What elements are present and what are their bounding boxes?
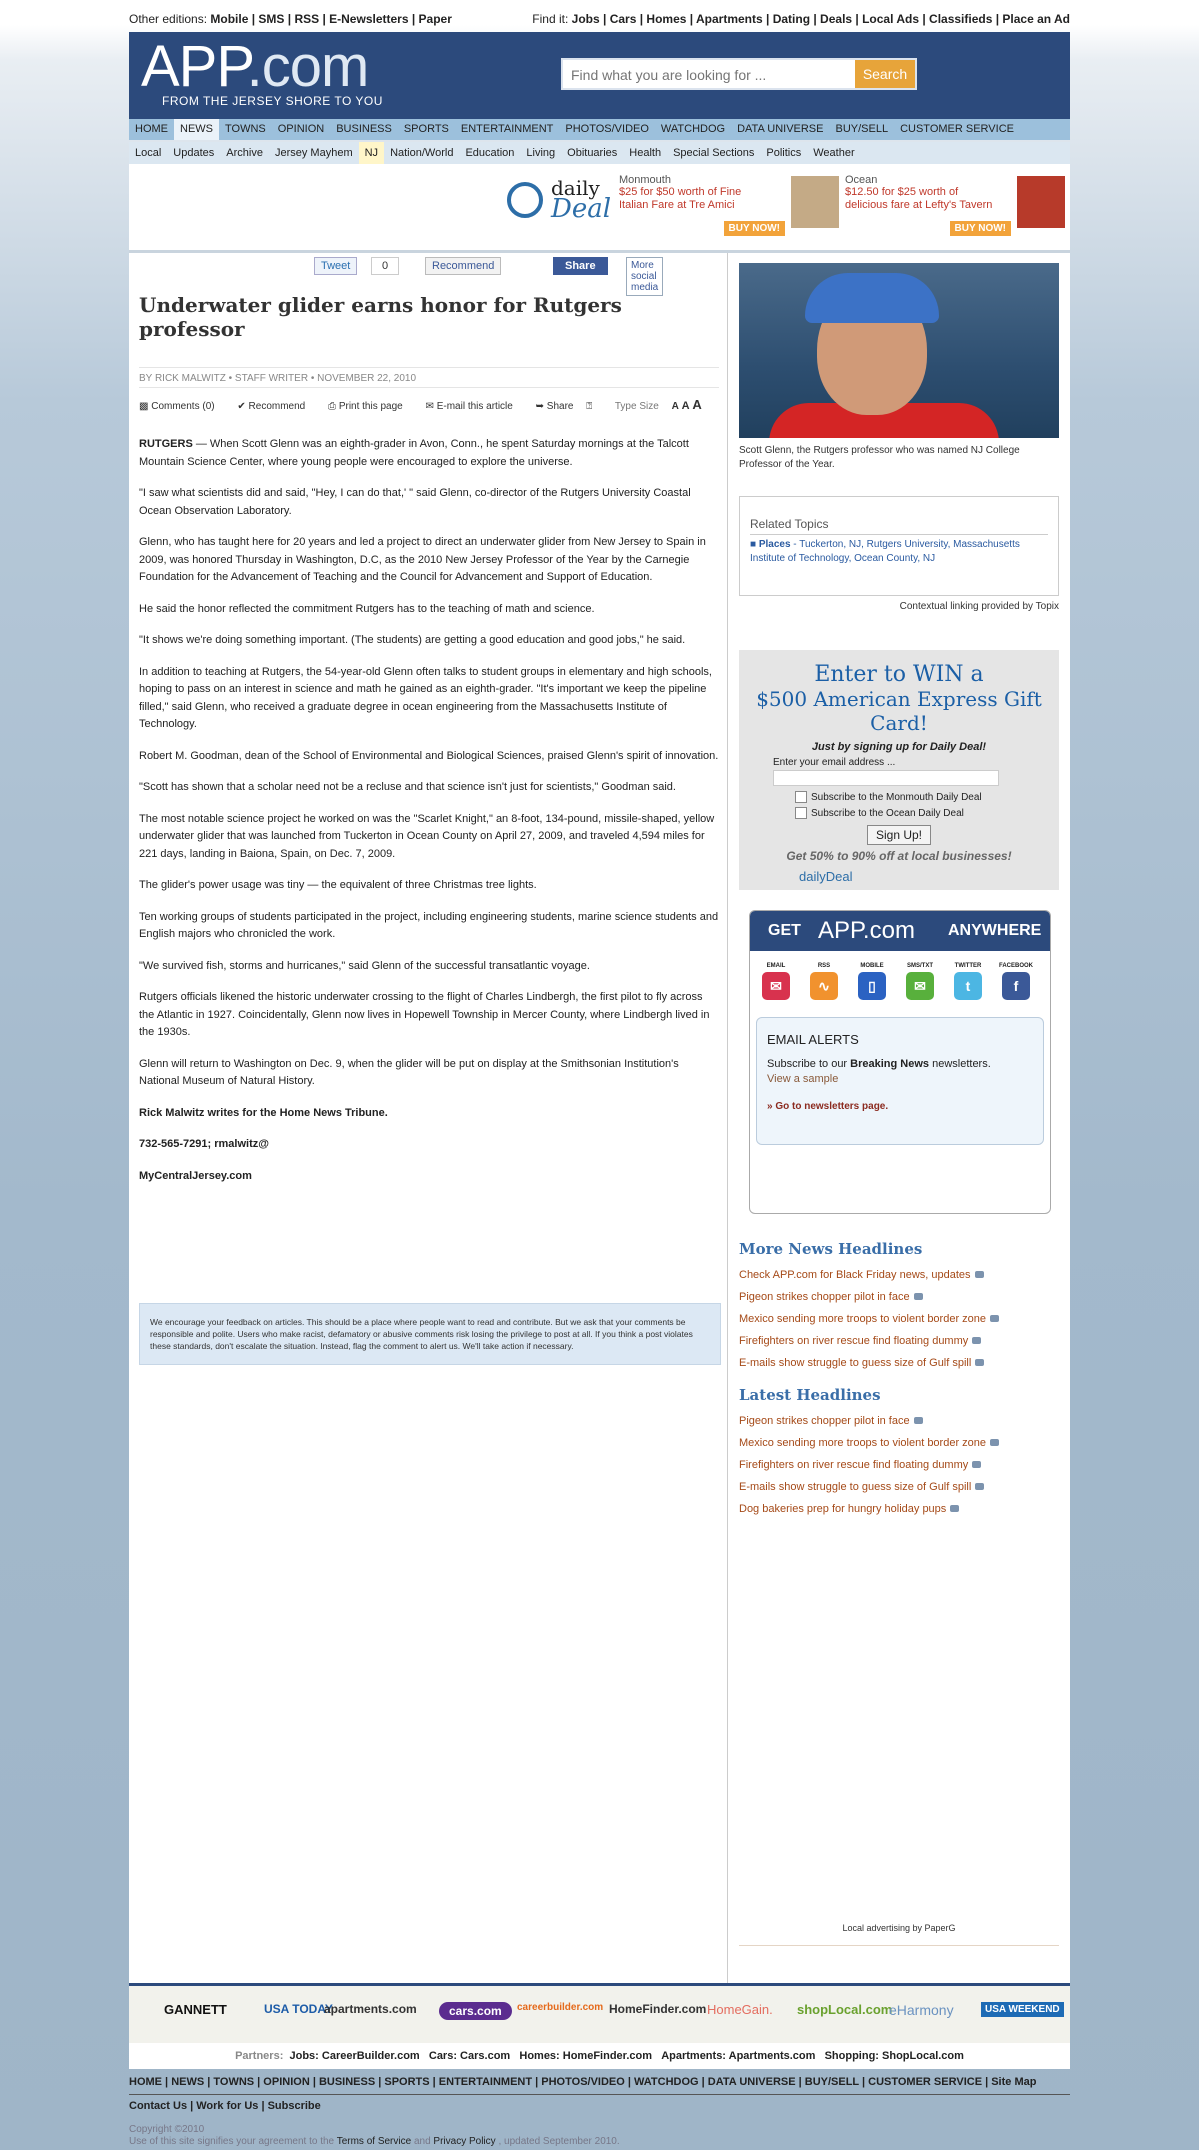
lead-text: — When Scott Glenn was an eighth-grader in Avon, Conn., he spent Saturday mornings at the Talcott Mountain Science Center, where young people were encouraged to explore the universe.	[139, 438, 689, 468]
headline-text: Pigeon strikes chopper pilot in face	[739, 1415, 910, 1427]
buy-now-button[interactable]: BUY NOW!	[950, 221, 1011, 236]
author-note: Rick Malwitz writes for the Home News Tribune.	[139, 1106, 388, 1119]
rss-icon: ∿	[810, 972, 838, 1000]
privacy-policy-link[interactable]: Privacy Policy	[433, 2136, 496, 2147]
latest-headlines-title: Latest Headlines	[739, 1386, 881, 1404]
tweet-count: 0	[371, 257, 399, 275]
deal-location: Monmouth	[619, 174, 671, 186]
share-link[interactable]: ➥ Share ⍰	[535, 401, 593, 412]
type-size-small[interactable]: A	[671, 401, 679, 412]
partner-shopping[interactable]: Shopping: ShopLocal.com	[824, 2050, 964, 2062]
photo-caption: Scott Glenn, the Rutgers professor who was named NJ College Professor of the Year.	[739, 445, 1020, 470]
nav-customer-service[interactable]: CUSTOMER SERVICE	[900, 123, 1014, 135]
subnav-special-sections[interactable]: Special Sections	[673, 147, 755, 159]
promo-prize: $500 American Express Gift Card!	[756, 687, 1042, 735]
article-paragraph: Ten working groups of students participated in the project, including engineering students, marine science students and English majors who chronicled the work.	[139, 910, 719, 940]
article-paragraph: "It shows we're doing something important. (The students) are getting a good education and good jobs," he said.	[139, 634, 686, 646]
secondary-nav	[129, 142, 1070, 164]
subnav-education[interactable]: Education	[465, 147, 515, 159]
headline-text: Dog bakeries prep for hungry holiday pups	[739, 1503, 947, 1515]
subscribe-ocean-checkbox[interactable]	[795, 806, 1059, 822]
widget-get: GET	[768, 922, 801, 939]
deal-food-image	[791, 176, 839, 228]
article-lead	[139, 436, 719, 471]
nav-home[interactable]: HOME	[135, 123, 168, 135]
deal-location: Ocean	[845, 174, 878, 186]
author-contact: 732-565-7291; rmalwitz@	[139, 1138, 269, 1150]
facebook-recommend-button[interactable]: Recommend	[425, 257, 501, 275]
daily-deal-logo-daily: daily	[551, 176, 600, 200]
comment-icon	[990, 1315, 999, 1322]
nav-data-universe[interactable]: DATA UNIVERSE	[737, 123, 824, 135]
checkbox-icon[interactable]	[795, 807, 807, 819]
widget-header	[750, 911, 1050, 951]
newsletters-page-link[interactable]: » Go to newsletters page.	[767, 1101, 889, 1112]
footer-nav[interactable]: HOME | NEWS | TOWNS | OPINION | BUSINESS | SPORTS | ENTERTAINMENT | PHOTOS/VIDEO | WATCHDOG | DATA UNIVERSE | BUY/SELL | CUSTOMER SERVICE | Site Map	[129, 2072, 1070, 2095]
headline-link[interactable]	[739, 1352, 1059, 1374]
share-label: Share	[546, 401, 574, 412]
sign-up-button[interactable]: Sign Up!	[867, 825, 931, 845]
search-button[interactable]: Search	[855, 60, 915, 88]
channel-icons	[756, 963, 1046, 1005]
daily-deal-circle-icon	[507, 182, 543, 218]
subnav-nj[interactable]: NJ	[359, 142, 384, 164]
more-news-headlines	[739, 1240, 1059, 1520]
comment-icon	[914, 1417, 923, 1424]
headline-link[interactable]	[739, 1308, 1059, 1330]
more-social-media-button[interactable]: More social media	[626, 257, 663, 296]
article-paragraph: He said the honor reflected the commitment Rutgers has to the teaching of math and science.	[139, 602, 595, 615]
email-tab[interactable]	[756, 963, 796, 1000]
checkbox-label: Subscribe to the Monmouth Daily Deal	[811, 792, 982, 803]
type-size-medium[interactable]: A	[681, 400, 690, 412]
email-alerts-text	[767, 1057, 1033, 1072]
promo-daily-deal-logo: dailyDeal	[799, 869, 853, 884]
alerts-text-post: newsletters.	[929, 1058, 991, 1070]
headline-link[interactable]	[739, 1432, 1059, 1454]
comment-icon	[950, 1505, 959, 1512]
comment-icon	[975, 1271, 984, 1278]
type-size-control	[614, 397, 702, 412]
comments-label: Comments (0)	[151, 401, 215, 412]
subnav-jersey-mayhem[interactable]: Jersey Mayhem	[274, 147, 353, 159]
copyright-line: Copyright ©2010	[129, 2124, 205, 2135]
nav-business[interactable]: BUSINESS	[336, 123, 392, 135]
main-content	[129, 253, 1070, 1983]
promo-headline: Enter to WIN a	[814, 662, 984, 687]
article-photo[interactable]	[739, 263, 1059, 438]
headline-text: Firefighters on river rescue find floating dummy	[739, 1335, 969, 1347]
editions-list[interactable]: Mobile | SMS | RSS | E-Newsletters | Paper	[210, 12, 452, 26]
footer-nav-secondary[interactable]: Contact Us | Work for Us | Subscribe	[129, 2100, 321, 2112]
terms-prefix: Use of this site signifies your agreement to the	[129, 2136, 337, 2147]
author-site: MyCentralJersey.com	[139, 1169, 252, 1182]
top-utility-bar	[129, 0, 1070, 32]
print-link[interactable]: ⎙ Print this page	[328, 401, 403, 412]
nav-news[interactable]: NEWS	[174, 119, 219, 140]
comment-icon	[972, 1337, 981, 1344]
related-topics-title: Related Topics	[750, 517, 1048, 535]
column-divider	[727, 253, 728, 1983]
nav-towns[interactable]: TOWNS	[225, 123, 266, 135]
help-icon: ⍰	[586, 401, 593, 412]
type-size-label: Type Size	[614, 401, 659, 412]
related-places-label: Places	[758, 539, 791, 550]
article-paragraph: In addition to teaching at Rutgers, the 54-year-old Glenn often talks to student groups in elementary and high schools, hoping to pass on an interest in science and math he gained as an eighth-grader. "It's important we keep the pipeline filled," said Glenn, who received a graduate degree in ocean engineering from the Massachusetts Institute of Technology.	[139, 665, 712, 730]
related-places-links[interactable]: - Tuckerton, NJ, Rutgers University, Massachusetts Institute of Technology, Ocean County, NJ	[750, 539, 1020, 564]
shoplocal-logo[interactable]: shopLocal.com	[797, 2002, 893, 2017]
partners-label: Partners:	[235, 2050, 284, 2062]
eharmony-logo[interactable]: eHarmony	[889, 2002, 954, 2018]
subnav-obituaries[interactable]: Obituaries	[567, 147, 618, 159]
headline-link[interactable]	[739, 1264, 1059, 1286]
email-alerts-panel	[756, 1017, 1044, 1145]
daily-deal-bar	[129, 164, 1070, 253]
cars-logo[interactable]: cars.com	[439, 2002, 512, 2020]
sms-tab-label: SMS/TXT	[906, 963, 933, 969]
mobile-tab[interactable]	[852, 963, 892, 1000]
article-paragraph: "We survived fish, storms and hurricanes," said Glenn of the successful transatlantic voyage.	[139, 959, 590, 972]
get-app-anywhere-widget	[749, 910, 1051, 1214]
comment-icon	[972, 1461, 981, 1468]
twitter-tab-label: TWITTER	[954, 963, 982, 969]
careerbuilder-logo[interactable]: careerbuilder.com	[517, 2002, 604, 2013]
headline-text: Mexico sending more troops to violent border zone	[739, 1313, 987, 1325]
subnav-health[interactable]: Health	[629, 147, 662, 159]
editions-label: Other editions:	[129, 12, 208, 26]
type-size-large[interactable]: A	[692, 397, 702, 412]
alerts-text-pre: Subscribe to our	[767, 1058, 851, 1070]
deal-food-image	[1017, 176, 1065, 228]
article-title: Underwater glider earns honor for Rutgers professor	[139, 293, 622, 341]
usa-weekend-logo[interactable]: USA WEEKEND	[981, 2002, 1064, 2017]
nav-opinion[interactable]: OPINION	[277, 123, 325, 135]
article-paragraph: The most notable science project he worked on was the "Scarlet Knight," an 8-foot, 134-pound, missile-shaped, yellow underwater glider that was launched from Tuckerton in Ocean County on April 27, 2009, and traveled 4,594 miles for 221 days, landing in Baiona, Spain, on Dec. 7, 2009.	[139, 812, 715, 860]
comment-icon	[975, 1483, 984, 1490]
headline-text: Firefighters on river rescue find floating dummy	[739, 1459, 969, 1471]
headline-text: Mexico sending more troops to violent border zone	[739, 1437, 987, 1449]
article-paragraph: The glider's power usage was tiny — the equivalent of three Christmas tree lights.	[139, 879, 537, 891]
search-box	[561, 58, 917, 90]
recommend-link[interactable]: ✔ Recommend	[237, 401, 306, 412]
partner-logos	[129, 1983, 1070, 2046]
terms-updated: , updated September 2010.	[495, 2136, 620, 2147]
headline-text: Check APP.com for Black Friday news, updates	[739, 1269, 971, 1281]
findit-list[interactable]: Jobs | Cars | Homes | Apartments | Dating | Deals | Local Ads | Classifieds | Place an Ad	[571, 12, 1070, 26]
nav-entertainment[interactable]: ENTERTAINMENT	[460, 123, 554, 135]
dateline: RUTGERS	[139, 438, 193, 450]
promo-email-input[interactable]	[773, 770, 999, 786]
site-header	[129, 32, 1070, 119]
tagline: FROM THE JERSEY SHORE TO YOU	[162, 94, 383, 108]
article-tools	[139, 397, 719, 412]
right-sidebar	[739, 263, 1059, 1933]
tweet-button[interactable]: Tweet	[314, 257, 357, 275]
widget-app: APP.com	[818, 917, 915, 944]
deal-text[interactable]: $12.50 for $25 worth of delicious fare at Lefty's Tavern	[845, 186, 993, 211]
comment-icon	[975, 1359, 984, 1366]
sms-icon: ✉	[906, 972, 934, 1000]
nav-buy-sell[interactable]: BUY/SELL	[835, 123, 889, 135]
findit-label: Find it:	[532, 12, 569, 26]
widget-anywhere: ANYWHERE	[948, 922, 1042, 939]
subnav-politics[interactable]: Politics	[766, 147, 802, 159]
logo-text: APP	[141, 34, 247, 99]
site-logo[interactable]	[141, 36, 368, 98]
nav-watchdog[interactable]: WATCHDOG	[660, 123, 726, 135]
checkbox-icon[interactable]	[795, 791, 807, 803]
homegain-logo[interactable]: HomeGain.	[707, 2002, 773, 2017]
nav-photos-video[interactable]: PHOTOS/VIDEO	[565, 123, 649, 135]
checkbox-label: Subscribe to the Ocean Daily Deal	[811, 808, 964, 819]
promo-tagline: Get 50% to 90% off at local businesses!	[786, 849, 1012, 863]
facebook-icon: f	[1002, 972, 1030, 1000]
subnav-living[interactable]: Living	[526, 147, 556, 159]
sms-tab[interactable]	[900, 963, 940, 1000]
article-paragraph: Rutgers officials likened the historic underwater crossing to the flight of Charles Lindbergh, the first pilot to fly across the Atlantic in 1927. Coincidentally, Glenn now lives in Hopewell Township in Mercer County, where Lindbergh lived in the 1930s.	[139, 991, 710, 1038]
deal-monmouth[interactable]	[619, 174, 839, 236]
share-button[interactable]: Share	[553, 257, 608, 275]
subnav-archive[interactable]: Archive	[226, 147, 263, 159]
email-alerts-title: EMAIL ALERTS	[767, 1032, 859, 1047]
email-label: E-mail this article	[436, 401, 513, 412]
rss-tab-label: RSS	[817, 963, 831, 969]
subscribe-monmouth-checkbox[interactable]	[795, 790, 1059, 806]
article-paragraph: "I saw what scientists did and said, "Hey, I can do that,' " said Glenn, co-director of the Rutgers University Coastal Ocean Observation Laboratory.	[139, 487, 691, 517]
partner-apartments[interactable]: Apartments: Apartments.com	[661, 2050, 816, 2062]
facebook-tab-label: FACEBOOK	[998, 963, 1033, 969]
twitter-tab[interactable]	[948, 963, 988, 1000]
byline: BY RICK MALWITZ • STAFF WRITER • NOVEMBER 22, 2010	[139, 367, 719, 388]
homefinder-logo[interactable]: HomeFinder.com	[609, 2002, 707, 2016]
primary-nav	[129, 119, 1070, 140]
comment-policy-notice: We encourage your feedback on articles. This should be a place where people want to read and contribute. But we ask that your comments be responsible and polite. Users who make racist, defamatory or abusive comments risk losing the privilege to post at all. If you think a post violates these standards, don't escalate the situation. Instead, flag the comment to alert us. We'll take action if necessary.	[139, 1303, 721, 1365]
subnav-local[interactable]: Local	[135, 147, 162, 159]
terms-of-service-link[interactable]: Terms of Service	[336, 2136, 412, 2147]
headline-link[interactable]	[739, 1330, 1059, 1352]
deal-text[interactable]: $25 for $50 worth of Fine Italian Fare at Tre Amici	[619, 186, 742, 211]
apartments-logo[interactable]: apartments.com	[324, 2002, 417, 2016]
print-label: Print this page	[338, 401, 403, 412]
promo-subline: Just by signing up for Daily Deal!	[811, 741, 987, 753]
related-places[interactable]: ■ Places - Tuckerton, NJ, Rutgers University, Massachusetts Institute of Technology, Ocean County, NJ	[750, 539, 1020, 564]
comment-icon	[914, 1293, 923, 1300]
buy-now-button[interactable]: BUY NOW!	[724, 221, 785, 236]
gannett-logo[interactable]: GANNETT	[164, 2002, 227, 2017]
article-paragraph: Glenn, who has taught here for 20 years and led a project to direct an underwater glider from New Jersey to Spain in 2009, was honored Thursday in Washington, D.C, as the 2010 New Jersey Professor of the Year by the Carnegie Foundation for the Advancement of Teaching and the Council for Advancement and Support of Education.	[139, 536, 706, 583]
article-paragraph: Robert M. Goodman, dean of the School of Environmental and Biological Sciences, praised Glenn's spirit of innovation.	[139, 749, 719, 762]
terms-and: and	[411, 2136, 434, 2147]
alerts-text-bold: Breaking News	[850, 1058, 930, 1070]
topix-credit: Contextual linking provided by Topix	[899, 601, 1059, 612]
deal-ocean[interactable]	[845, 174, 1065, 236]
related-topics	[739, 496, 1059, 596]
mobile-icon: ▯	[858, 972, 886, 1000]
email-tab-label: EMAIL	[766, 963, 786, 969]
headline-link[interactable]	[739, 1286, 1059, 1308]
recommend-label: Recommend	[248, 401, 306, 412]
comment-icon	[990, 1439, 999, 1446]
mobile-tab-label: MOBILE	[860, 963, 884, 969]
headline-link[interactable]	[739, 1410, 1059, 1432]
rss-tab[interactable]	[804, 963, 844, 1000]
comments-link[interactable]: ▩ Comments (0)	[139, 401, 215, 412]
article-paragraph: "Scott has shown that a scholar need not be a recluse and that science isn't just for scientists," Goodman said.	[139, 781, 676, 793]
partner-homes[interactable]: Homes: HomeFinder.com	[519, 2050, 653, 2062]
logo-suffix: .com	[246, 34, 369, 99]
headline-text: Pigeon strikes chopper pilot in face	[739, 1291, 910, 1303]
subnav-nation-world[interactable]: Nation/World	[390, 147, 454, 159]
nav-sports[interactable]: SPORTS	[403, 123, 449, 135]
more-news-title: More News Headlines	[739, 1240, 923, 1258]
headline-link[interactable]	[739, 1498, 1059, 1520]
twitter-icon: t	[954, 972, 982, 1000]
terms-line	[129, 2136, 1070, 2148]
facebook-tab[interactable]	[996, 963, 1036, 1000]
headline-link[interactable]	[739, 1454, 1059, 1476]
partners-bar	[129, 2043, 1070, 2069]
promo-email-label: Enter your email address ...	[773, 757, 896, 768]
partner-jobs[interactable]: Jobs: CareerBuilder.com	[289, 2050, 420, 2062]
article-paragraph: Glenn will return to Washington on Dec. 9, when the glider will be put on display at the Smithsonian Institution's National Museum of Natural History.	[139, 1057, 679, 1087]
partner-cars[interactable]: Cars: Cars.com	[428, 2050, 511, 2062]
daily-deal-logo-deal: Deal	[551, 194, 612, 224]
article	[139, 293, 719, 1199]
headline-link[interactable]	[739, 1476, 1059, 1498]
copyright	[129, 2124, 1070, 2148]
daily-deal-logo[interactable]	[507, 176, 612, 224]
photo-cap	[805, 273, 939, 323]
search-input[interactable]	[569, 64, 843, 86]
subnav-weather[interactable]: Weather	[813, 147, 855, 159]
headline-text: E-mails show struggle to guess size of Gulf spill	[739, 1481, 972, 1493]
local-advertising-credit: Local advertising by PaperG	[739, 1923, 1059, 1946]
gift-card-promo	[739, 650, 1059, 890]
headline-text: E-mails show struggle to guess size of Gulf spill	[739, 1357, 972, 1369]
usa-today-logo[interactable]: USA TODAY	[264, 2002, 333, 2016]
email-link[interactable]: ✉ E-mail this article	[425, 401, 513, 412]
subnav-updates[interactable]: Updates	[173, 147, 215, 159]
view-sample-link[interactable]: View a sample	[767, 1073, 839, 1085]
email-icon: ✉	[762, 972, 790, 1000]
